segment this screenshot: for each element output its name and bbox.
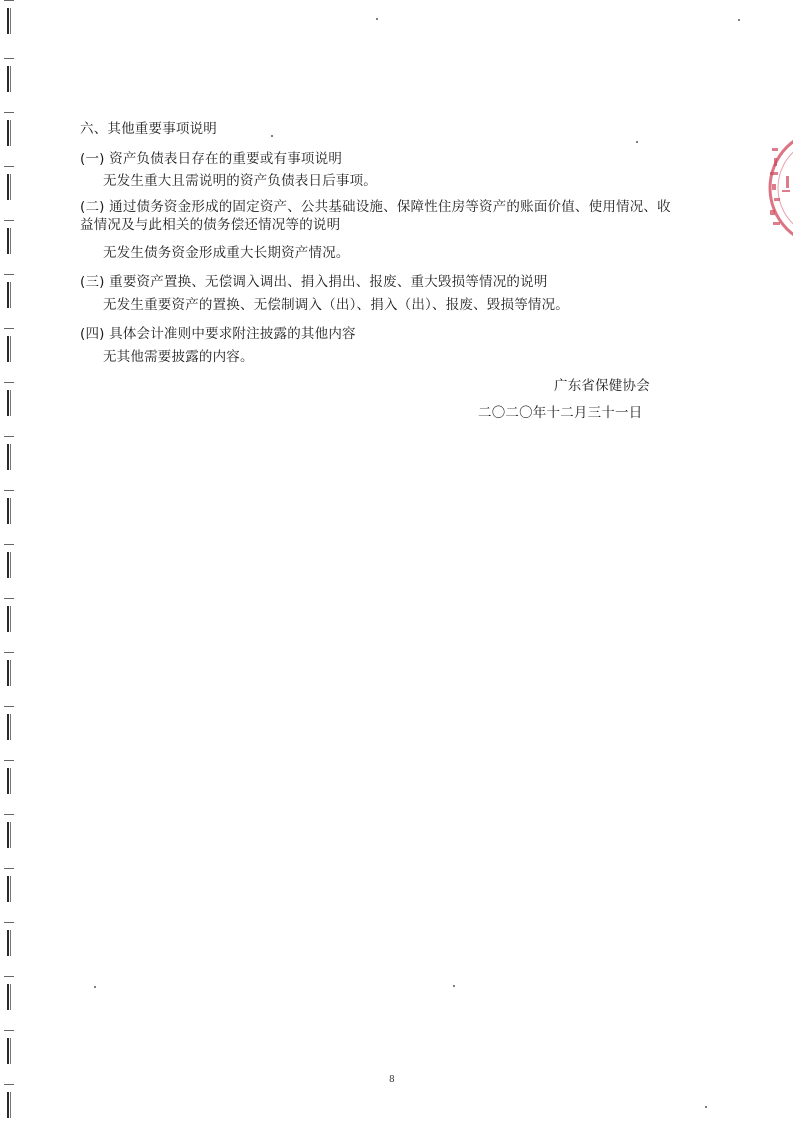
scan-speck: [271, 135, 273, 137]
item-2-title-line-2: 益情况及与此相关的债务偿还情况等的说明: [80, 217, 341, 233]
item-4-title: (四) 具体会计准则中要求附注披露的其他内容: [80, 326, 356, 342]
signature-date: 二〇二〇年十二月三十一日: [478, 405, 643, 421]
seal-stamp-fragment: [748, 128, 793, 248]
item-1-body: 无发生重大且需说明的资产负债表日后事项。: [103, 173, 377, 189]
item-2-body: 无发生债务资金形成重大长期资产情况。: [103, 245, 350, 261]
signature-organization: 广东省保健协会: [554, 378, 650, 394]
scan-speck: [376, 18, 378, 20]
scan-speck: [453, 985, 455, 987]
item-3-title: (三) 重要资产置换、无偿调入调出、捐入捐出、报废、重大毁损等情况的说明: [80, 274, 548, 290]
item-2-title-line-1: (二) 通过债务资金形成的固定资产、公共基础设施、保障性住房等资产的账面价值、使用情况、收: [80, 199, 671, 215]
scan-speck: [94, 986, 96, 988]
scan-speck: [738, 19, 740, 21]
page-number: 8: [389, 1075, 395, 1085]
binding-marks: [4, 0, 16, 1121]
scan-speck: [705, 1106, 707, 1108]
item-4-body: 无其他需要披露的内容。: [103, 349, 254, 365]
section-heading: 六、其他重要事项说明: [80, 121, 217, 137]
item-3-body: 无发生重要资产的置换、无偿制调入（出）、捐入（出）、报废、毁损等情况。: [103, 297, 569, 313]
scan-speck: [636, 141, 638, 143]
item-1-title: (一) 资产负债表日存在的重要或有事项说明: [80, 151, 343, 167]
